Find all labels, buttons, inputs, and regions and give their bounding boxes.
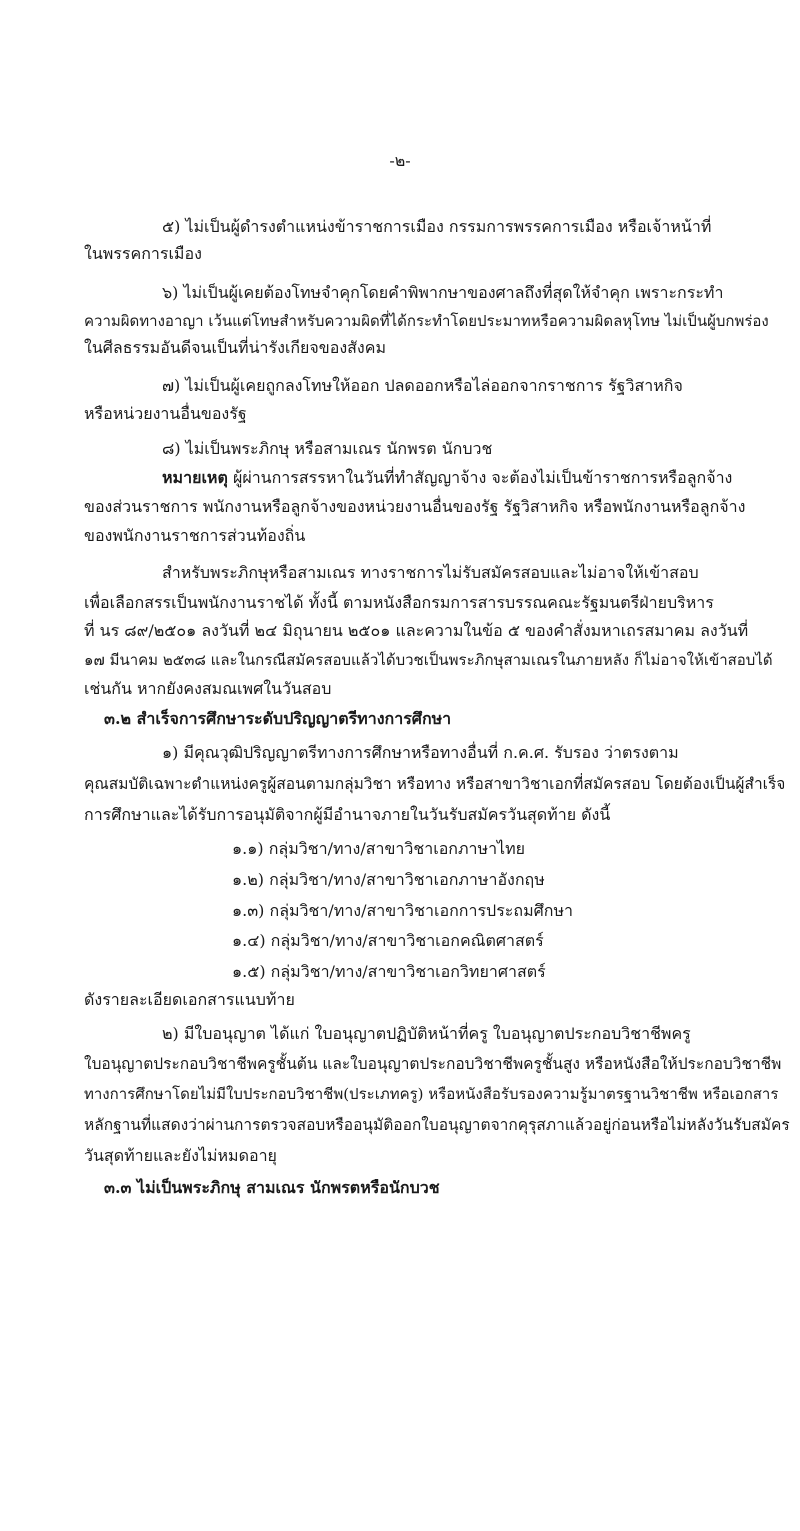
monk-para-line-3: ที่ นร ๘๙/๒๕๐๑ ลงวันที่ ๒๔ มิถุนายน ๒๕๐๑ และความในข้อ ๕ ของคำสั่งมหาเถรสมาคม ลงวันที่ xyxy=(84,621,749,640)
subject-item: ๑.๑) กลุ่มวิชา/ทาง/สาขาวิชาเอกภาษาไทย xyxy=(232,839,526,858)
subject-item: ๑.๓) กลุ่มวิชา/ทาง/สาขาวิชาเอกการประถมศึกษา xyxy=(232,901,573,920)
section-3-2-heading: ๓.๒ สำเร็จการศึกษาระดับปริญญาตรีทางการศึกษา xyxy=(104,709,452,728)
section-3-2-item-2-line-2: ใบอนุญาตประกอบวิชาชีพครูชั้นต้น และใบอนุญาตประกอบวิชาชีพครูชั้นสูง หรือหนังสือให้ประกอบวิชาชีพ xyxy=(84,1055,782,1073)
item-5-line-2: ในพรรคการเมือง xyxy=(84,244,202,263)
item-6-line-2: ความผิดทางอาญา เว้นแต่โทษสำหรับความผิดที่ได้กระทำโดยประมาทหรือความผิดลหุโทษ ไม่เป็นผู้บกพร่อง xyxy=(84,312,769,330)
page-number: -๒- xyxy=(389,151,411,170)
subject-item: ๑.๕) กลุ่มวิชา/ทาง/สาขาวิชาเอกวิทยาศาสตร์ xyxy=(232,962,546,981)
section-3-3-heading: ๓.๓ ไม่เป็นพระภิกษุ สามเณร นักพรตหรือนักบวช xyxy=(104,1178,440,1197)
section-3-2-item-2-line-4: หลักฐานที่แสดงว่าผ่านการตรวจสอบหรืออนุมัติออกใบอนุญาตจากคุรุสภาแล้วอยู่ก่อนหรือไม่หลังวันรับสมัคร xyxy=(84,1116,790,1134)
note-label: หมายเหตุ xyxy=(162,468,228,487)
subject-item: ๑.๒) กลุ่มวิชา/ทาง/สาขาวิชาเอกภาษาอังกฤษ xyxy=(232,870,545,889)
section-3-2-item-1-line-3: การศึกษาและได้รับการอนุมัติจากผู้มีอำนาจภายในวันรับสมัครวันสุดท้าย ดังนี้ xyxy=(84,805,611,824)
monk-para-line-1: สำหรับพระภิกษุหรือสามเณร ทางราชการไม่รับสมัครสอบและไม่อาจให้เข้าสอบ xyxy=(162,563,699,582)
item-7-line-2: หรือหน่วยงานอื่นของรัฐ xyxy=(84,404,247,423)
item-5-line-1: ๕) ไม่เป็นผู้ดำรงตำแหน่งข้าราชการเมือง กรรมการพรรคการเมือง หรือเจ้าหน้าที่ xyxy=(162,217,712,236)
section-3-2-item-1-closing: ดังรายละเอียดเอกสารแนบท้าย xyxy=(84,990,295,1009)
item-7-line-1: ๗) ไม่เป็นผู้เคยถูกลงโทษให้ออก ปลดออกหรือไล่ออกจากราชการ รัฐวิสาหกิจ xyxy=(162,376,683,395)
subject-item: ๑.๔) กลุ่มวิชา/ทาง/สาขาวิชาเอกคณิตศาสตร์ xyxy=(232,931,544,950)
section-3-2-item-2-line-1: ๒) มีใบอนุญาต ได้แก่ ใบอนุญาตปฏิบัติหน้าที่ครู ใบอนุญาตประกอบวิชาชีพครู xyxy=(162,1024,691,1043)
item-6-line-1: ๖) ไม่เป็นผู้เคยต้องโทษจำคุกโดยคำพิพากษาของศาลถึงที่สุดให้จำคุก เพราะกระทำ xyxy=(162,283,724,302)
monk-para-line-5: เช่นกัน หากยังคงสมณเพศในวันสอบ xyxy=(84,679,332,698)
section-3-2-item-2-line-3: ทางการศึกษาโดยไม่มีใบประกอบวิชาชีพ(ประเภทครู) หรือหนังสือรับรองความรู้มาตรฐานวิชาชีพ หรือเอกสาร xyxy=(84,1085,779,1103)
note-line-3: ของพนักงานราชการส่วนท้องถิ่น xyxy=(84,526,306,545)
monk-para-line-4: ๑๗ มีนาคม ๒๕๓๘ และในกรณีสมัครสอบแล้วได้บวชเป็นพระภิกษุสามเณรในภายหลัง ก็ไม่อาจให้เข้าสอบได้ xyxy=(84,651,773,669)
note-text: ผู้ผ่านการสรรหาในวันที่ทำสัญญาจ้าง จะต้องไม่เป็นข้าราชการหรือลูกจ้าง xyxy=(227,468,733,487)
note-line-2: ของส่วนราชการ พนักงานหรือลูกจ้างของหน่วยงานอื่นของรัฐ รัฐวิสาหกิจ หรือพนักงานหรือลูกจ้าง xyxy=(84,497,746,516)
item-8-line-1: ๘) ไม่เป็นพระภิกษุ หรือสามเณร นักพรต นักบวช xyxy=(162,439,493,458)
item-6-line-3: ในศีลธรรมอันดีจนเป็นที่น่ารังเกียจของสังคม xyxy=(84,338,386,357)
monk-para-line-2: เพื่อเลือกสรรเป็นพนักงานราชได้ ทั้งนี้ ตามหนังสือกรมการสารบรรณคณะรัฐมนตรีฝ่ายบริหาร xyxy=(84,593,714,612)
section-3-2-item-1-line-1: ๑) มีคุณวุฒิปริญญาตรีทางการศึกษาหรือทางอื่นที่ ก.ค.ศ. รับรอง ว่าตรงตาม xyxy=(162,743,679,762)
note-line-1 xyxy=(162,467,732,489)
section-3-2-item-2-line-5: วันสุดท้ายและยังไม่หมดอายุ xyxy=(84,1146,277,1165)
section-3-2-item-1-line-2: คุณสมบัติเฉพาะตำแหน่งครูผู้สอนตามกลุ่มวิชา หรือทาง หรือสาขาวิชาเอกที่สมัครสอบ โดยต้องเป็นผู้สำเร็จ xyxy=(84,775,786,793)
